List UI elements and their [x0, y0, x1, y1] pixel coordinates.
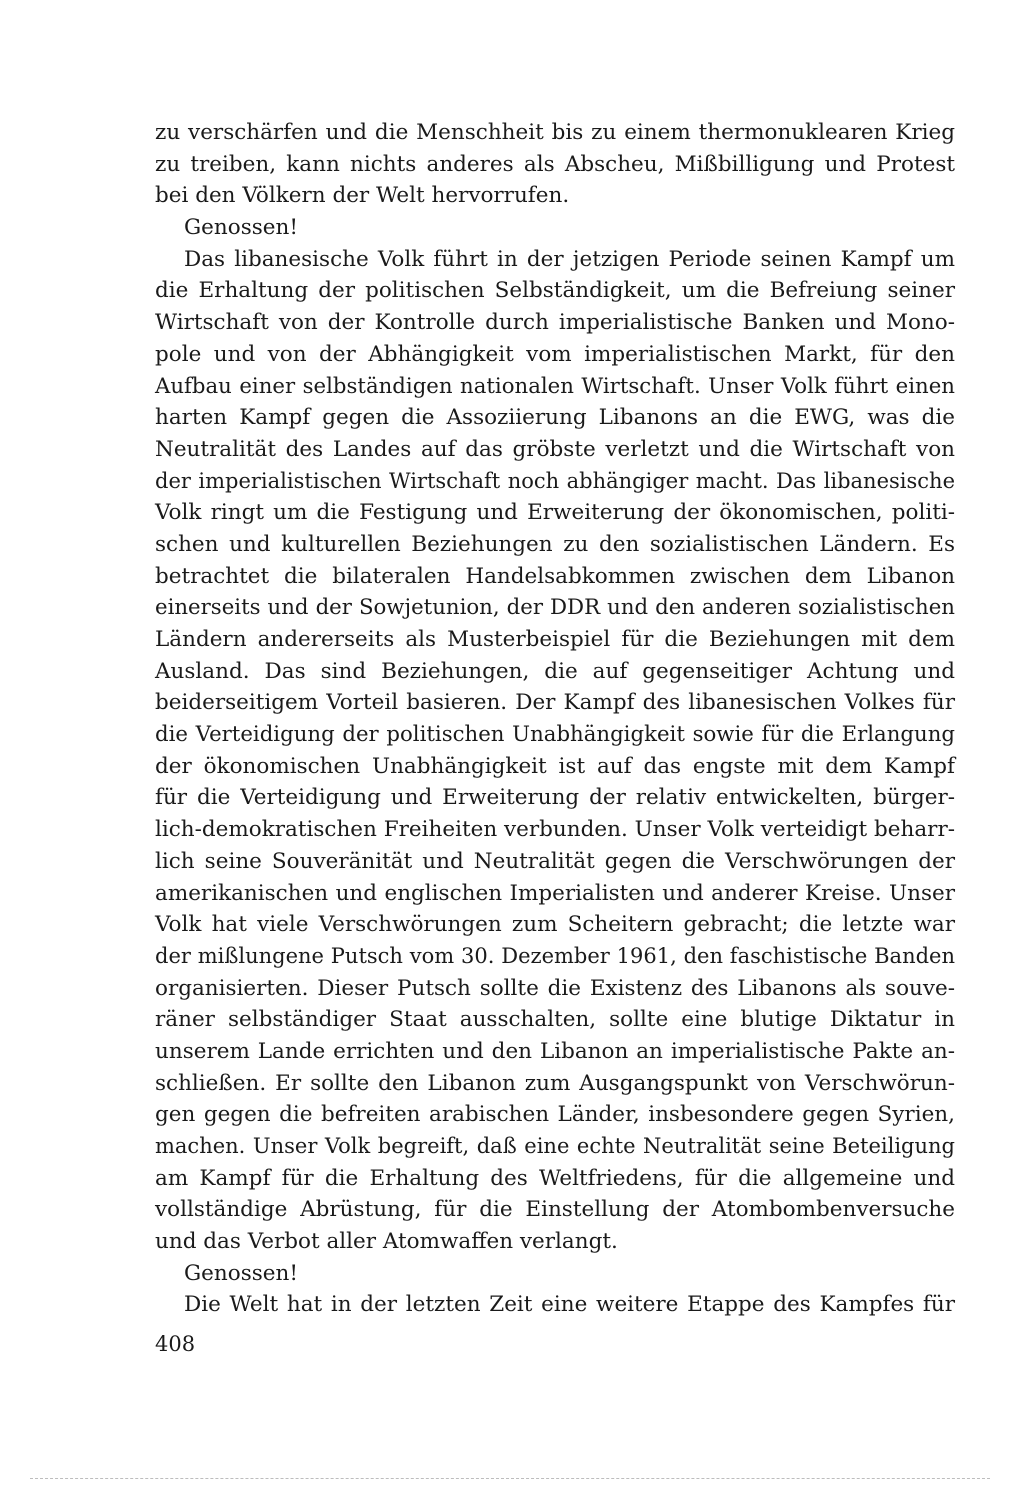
- text-line: beiderseitigem Vorteil basieren. Der Kampf des libanesischen Volkes für: [155, 690, 955, 716]
- text-line: bei den Völkern der Welt hervorrufen.: [155, 183, 570, 209]
- text-line: Volk ringt um die Festigung und Erweiterung der ökonomischen, politi-: [155, 500, 955, 526]
- text-line: unserem Lande errichten und den Libanon an imperialistische Pakte an-: [155, 1038, 955, 1064]
- text-line: zu verschärfen und die Menschheit bis zu einem thermonuklearen Krieg: [155, 120, 955, 145]
- scan-edge-divider: [30, 1478, 990, 1480]
- text-line: schen und kulturellen Beziehungen zu den sozialistischen Ländern. Es: [155, 531, 955, 557]
- text-line: Ausland. Das sind Beziehungen, die auf gegenseitiger Achtung und: [155, 658, 955, 684]
- text-line: für die Verteidigung und Erweiterung der relativ entwickelten, bürger-: [155, 785, 955, 811]
- text-line: Neutralität des Landes auf das gröbste verletzt und die Wirtschaft von: [155, 436, 955, 462]
- text-line-salutation: Genossen!: [184, 1260, 298, 1286]
- text-line: harten Kampf gegen die Assoziierung Libanons an die EWG, was die: [155, 405, 955, 431]
- text-line: Aufbau einer selbständigen nationalen Wirtschaft. Unser Volk führt einen: [155, 373, 955, 399]
- text-line-paragraph-start: Die Welt hat in der letzten Zeit eine weitere Etappe des Kampfes für: [184, 1292, 955, 1318]
- text-line: zu treiben, kann nichts anderes als Abscheu, Mißbilligung und Protest: [155, 151, 955, 177]
- text-line: organisierten. Dieser Putsch sollte die Existenz des Libanons als souve-: [155, 975, 955, 1001]
- text-line: der imperialistischen Wirtschaft noch abhängiger macht. Das libanesische: [155, 468, 955, 493]
- text-line: pole und von der Abhängigkeit vom imperialistischen Markt, für den: [155, 341, 955, 367]
- text-line: gen gegen die befreiten arabischen Länder, insbesondere gegen Syrien,: [155, 1102, 955, 1128]
- body-text: [155, 117, 955, 1321]
- text-line: amerikanischen und englischen Imperialisten und anderer Kreise. Unser: [155, 880, 955, 906]
- text-line: und das Verbot aller Atomwaffen verlangt.: [155, 1229, 618, 1255]
- page-number: 408: [155, 1332, 196, 1356]
- text-line: die Erhaltung der politischen Selbständigkeit, um die Befreiung seiner: [155, 278, 955, 304]
- text-line: Ländern andererseits als Musterbeispiel für die Beziehungen mit dem: [155, 627, 955, 652]
- text-line: vollständige Abrüstung, für die Einstellung der Atombombenversuche: [155, 1197, 955, 1223]
- text-line: am Kampf für die Erhaltung des Weltfriedens, für die allgemeine und: [155, 1165, 955, 1191]
- text-line: der ökonomischen Unabhängigkeit ist auf das engste mit dem Kampf: [155, 753, 955, 779]
- text-line: der mißlungene Putsch vom 30. Dezember 1961, den faschistische Banden: [155, 943, 955, 968]
- text-line: lich-demokratischen Freiheiten verbunden. Unser Volk verteidigt beharr-: [155, 817, 955, 843]
- text-line: schließen. Er sollte den Libanon zum Ausgangspunkt von Verschwörun-: [155, 1070, 955, 1096]
- text-line: die Verteidigung der politischen Unabhängigkeit sowie für die Erlangung: [155, 722, 955, 748]
- text-line-paragraph-start: Das libanesische Volk führt in der jetzigen Periode seinen Kampf um: [184, 246, 955, 272]
- text-line: einerseits und der Sowjetunion, der DDR und den anderen sozialistischen: [155, 595, 955, 621]
- text-line: Wirtschaft von der Kontrolle durch imperialistische Banken und Mono-: [155, 310, 955, 336]
- text-line-salutation: Genossen!: [184, 215, 298, 241]
- text-line: betrachtet die bilateralen Handelsabkommen zwischen dem Libanon: [155, 563, 955, 589]
- text-line: lich seine Souveränität und Neutralität gegen die Verschwörungen der: [155, 848, 955, 874]
- text-line: Volk hat viele Verschwörungen zum Scheitern gebracht; die letzte war: [155, 912, 955, 938]
- text-line: machen. Unser Volk begreift, daß eine echte Neutralität seine Beteiligung: [155, 1134, 955, 1158]
- text-line: räner selbständiger Staat ausschalten, sollte eine blutige Diktatur in: [155, 1007, 955, 1033]
